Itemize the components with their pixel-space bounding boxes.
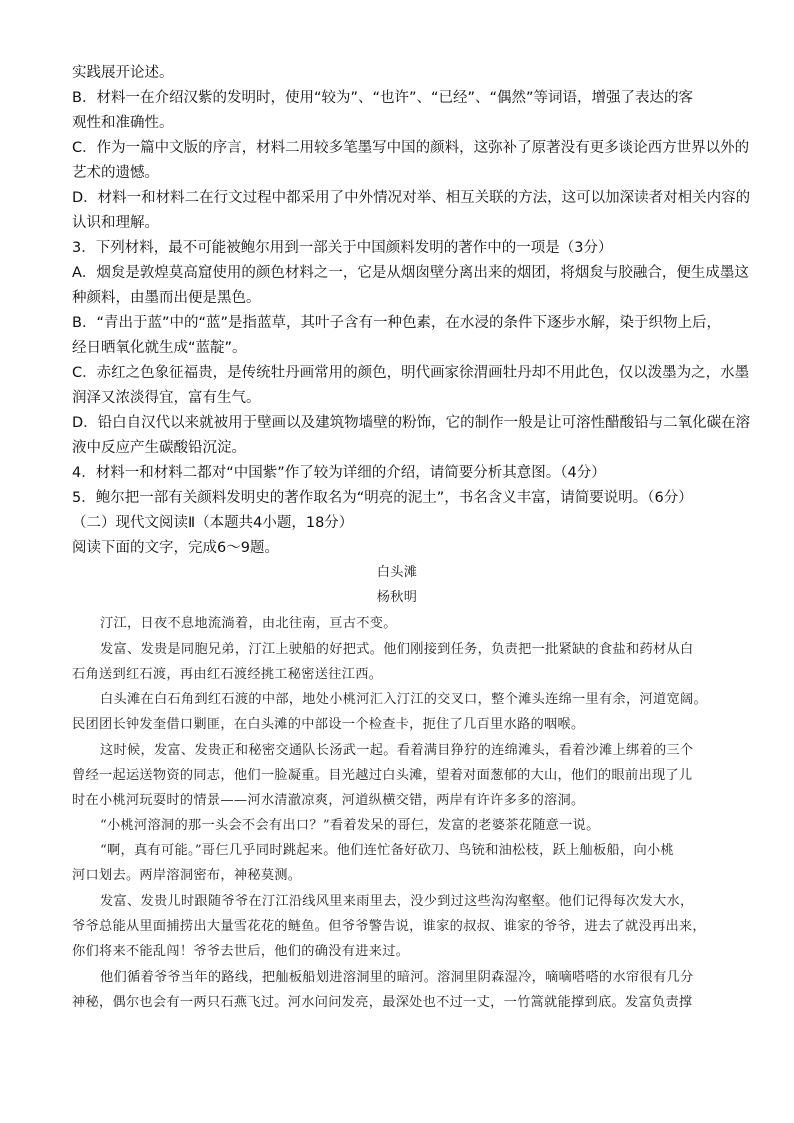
question-5: 5．鲍尔把一部有关颜料发明史的著作取名为“明亮的泥土”，书名含义丰富，请简要说明。（6分） (72, 490, 693, 506)
story-author: 杨秋明 (376, 590, 418, 605)
text-line: B．材料一在介绍汉紫的发明时，使用“较为”、“也许”、“已经”、“偶然”等词语，增强了表达的客 (72, 90, 694, 106)
option-d: D．铅白自汉代以来就被用于壁画以及建筑物墙壁的粉饰，它的制作一般是让可溶性醋酸铅与二氧化碳在溶 (72, 415, 751, 431)
text-line: 观性和准确性。 (72, 115, 174, 131)
text-line: 经日晒氧化就生成“蓝靛”。 (72, 340, 247, 356)
story-line: 神秘，偶尔也会有一两只石燕飞过。河水问问发亮，最深处也不过一丈，一竹篙就能撑到底。发富负责撑 (72, 995, 693, 1010)
option-a: A．烟炱是敦煌莫高窟使用的颜色材料之一，它是从烟囱壁分离出来的烟团，将烟炱与胶融合，便生成墨这 (72, 265, 749, 281)
reading-instruction: 阅读下面的文字，完成6～9题。 (72, 540, 279, 556)
story-line: 民团团长钟发奎借口剿匪，在白头滩的中部设一个检查卡，扼住了几百里水路的咽喉。 (72, 717, 585, 732)
story-line: 你们将来不能乱闯！爷爷去世后，他们的确没有进来过。 (72, 944, 410, 959)
story-line: 他们循着爷爷当年的路线，把舢板船划进溶洞里的暗河。溶洞里阴森湿冷，嘀嘀嗒嗒的水帘很有几分 (100, 970, 694, 985)
option-b: B．“青出于蓝”中的“蓝”是指蓝草，其叶子含有一种色素，在水浸的条件下逐步水解，染于织物上后， (72, 315, 721, 331)
text-line: 种颜料，由墨而出便是黑色。 (72, 290, 261, 306)
option-c: C．赤红之色象征福贵，是传统牡丹画常用的颜色，明代画家徐渭画牡丹却不用此色，仅以泼墨为之，水墨 (72, 365, 750, 381)
story-line: 白头滩在白石角到红石渡的中部，地处小桃河汇入汀江的交叉口，整个滩头连绵一里有余，河道宽阔。 (100, 692, 707, 707)
story-line: 发富、发贵是同胞兄弟，汀江上驶船的好把式。他们刚接到任务，负责把一批紧缺的食盐和药材从白 (100, 642, 694, 657)
section-heading: （二）现代文阅读Ⅱ（本题共4小题，18分） (72, 515, 354, 531)
question-3: 3．下列材料，最不可能被鲍尔用到一部关于中国颜料发明的著作中的一项是（3分） (72, 240, 613, 256)
text-line: 认识和理解。 (72, 215, 159, 231)
story-line: 汀江，日夜不息地流淌着，由北往南，亘古不变。 (100, 616, 397, 631)
story-line: 曾经一起运送物资的同志，他们一脸凝重。目光越过白头滩，望着对面葱郁的大山，他们的眼前出现了儿 (72, 768, 693, 783)
text-line: 液中反应产生碳酸铅沉淀。 (72, 440, 246, 456)
story-title: 白头滩 (376, 565, 418, 580)
question-4: 4．材料一和材料二都对“中国紫”作了较为详细的介绍，请简要分析其意图。（4分） (72, 465, 606, 481)
text-line: 艺术的遗憾。 (72, 165, 159, 181)
text-line: D．材料一和材料二在行文过程中都采用了中外情况对举、相互关联的方法，这可以加深读者对相关内容的 (72, 190, 751, 206)
story-line: 爷爷总能从里面捕捞出大量雪花花的鲢鱼。但爷爷警告说，谁家的叔叔、谁家的爷爷，进去了就没再出来， (72, 919, 706, 934)
text-line: 润泽又浓淡得宜，富有生气。 (72, 390, 261, 406)
story-line: 发富、发贵儿时跟随爷爷在汀江沿线风里来雨里去，没少到过这些沟沟壑壑。他们记得每次发大水， (100, 894, 694, 909)
story-line: 时在小桃河玩耍时的情景——河水清澈凉爽，河道纵横交错，两岸有许许多多的溶洞。 (72, 793, 585, 808)
story-line: 河口划去。两岸溶洞密布，神秘莫测。 (72, 868, 302, 883)
text-line: C．作为一篇中文版的序言，材料二用较多笔墨写中国的颜料，这弥补了原著没有更多谈论西方世界以外的 (72, 140, 750, 156)
story-line: 这时候，发富、发贵正和秘密交通队长汤武一起。看着满目狰狞的连绵滩头，看着沙滩上绑着的三个 (100, 743, 694, 758)
text-line: 实践展开论述。 (72, 65, 174, 81)
story-line: 石角送到红石渡，再由红石渡经挑工秘密送往江西。 (72, 667, 383, 682)
story-line: “啊，真有可能。”哥仨几乎同时跳起来。他们连忙备好砍刀、鸟铳和油松枝，跃上舢板船，向小桃 (100, 843, 674, 858)
story-line: “小桃河溶洞的那一头会不会有出口？”看着发呆的哥仨，发富的老婆茶花随意一说。 (100, 818, 600, 833)
